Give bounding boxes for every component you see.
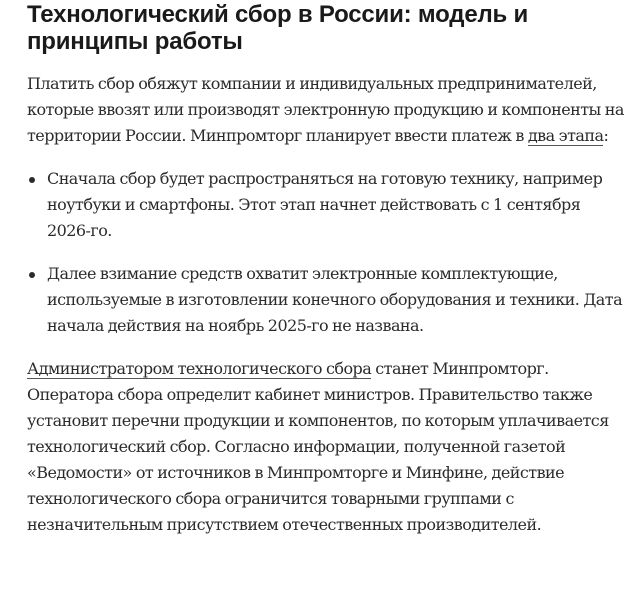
two-stages-link[interactable]: два этапа xyxy=(527,126,604,145)
bullet-icon xyxy=(29,177,35,183)
bullet-icon xyxy=(29,272,35,278)
intro-text-end: : xyxy=(603,126,609,145)
list-item-text: Далее взимание средств охватит электронные комплектующие, используемые в изготовлении конечного оборудования и техники. Дата начала действия на ноябрь 2025-го не названа. xyxy=(47,264,623,335)
bullet-list xyxy=(27,166,627,339)
article-title: Технологический сбор в России: модель и принципы работы xyxy=(27,1,529,55)
closing-paragraph xyxy=(27,356,627,538)
list-item-text: Сначала сбор будет распространяться на готовую технику, например ноутбуки и смартфоны. Этот этап начнет действовать с 1 сентября 2026-го. xyxy=(47,169,603,240)
intro-text: Платить сбор обяжут компании и индивидуальных предпринимателей, которые ввозят или производят электронную продукцию и компоненты на территории России. Минпромторг планирует ввести платеж в xyxy=(27,74,624,145)
intro-paragraph xyxy=(27,71,627,149)
list-item xyxy=(27,261,627,339)
administrator-link[interactable]: Администратором технологического сбора xyxy=(27,359,372,378)
article xyxy=(27,0,627,538)
list-item xyxy=(27,166,627,244)
closing-text: станет Минпромторг. Оператора сбора определит кабинет министров. Правительство также установит перечни продукции и компонентов, по которым уплачивается технологический сбор. Согласно информации, полученной газетой «Ведомости» от источников в Минпромторге и Минфине, действие технологического сбора ограничится товарными группами с незначительным присутствием отечественных производителей. xyxy=(27,359,609,534)
